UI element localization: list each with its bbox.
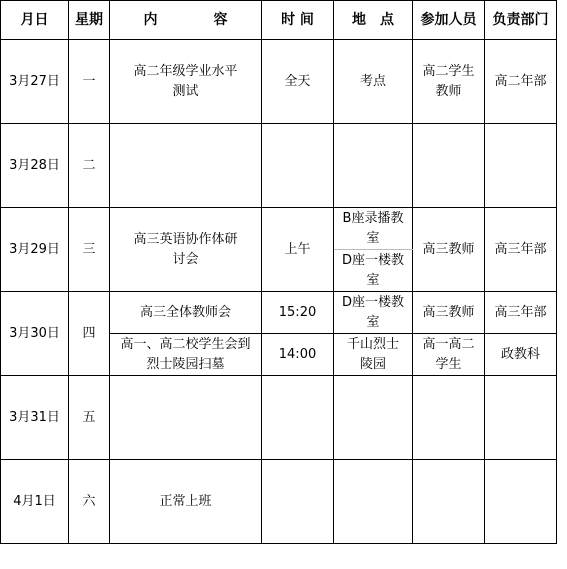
date-cell: 3月29日 — [1, 208, 69, 292]
header-place: 地 点 — [334, 1, 413, 40]
header-content: 内 容 — [110, 1, 262, 40]
time-cell — [262, 376, 334, 460]
place-cell — [334, 124, 413, 208]
date-cell: 3月28日 — [1, 124, 69, 208]
weekday-cell: 五 — [69, 376, 110, 460]
header-department: 负责部门 — [485, 1, 557, 40]
weekday-cell: 四 — [69, 292, 110, 376]
time-cell: 15:20 — [262, 292, 334, 334]
content-cell: 高三全体教师会 — [110, 292, 262, 334]
content-cell — [110, 124, 262, 208]
place-cell: 考点 — [334, 40, 413, 124]
weekday-cell: 一 — [69, 40, 110, 124]
participants-cell — [413, 124, 485, 208]
department-cell — [485, 460, 557, 544]
participants-cell: 高三教师 — [413, 208, 485, 292]
date-cell: 3月30日 — [1, 292, 69, 376]
content-cell — [110, 376, 262, 460]
content-cell: 高二年级学业水平测试 — [110, 40, 262, 124]
table-row — [1, 208, 557, 250]
time-cell: 14:00 — [262, 334, 334, 376]
date-cell: 3月27日 — [1, 40, 69, 124]
participants-cell — [413, 376, 485, 460]
content-cell: 正常上班 — [110, 460, 262, 544]
place-cell — [334, 460, 413, 544]
table-row — [1, 292, 557, 334]
date-cell: 3月31日 — [1, 376, 69, 460]
department-cell: 政教科 — [485, 334, 557, 376]
place-cell: B座录播教室 — [334, 208, 413, 250]
header-date: 月日 — [1, 1, 69, 40]
table-row — [1, 376, 557, 460]
place-cell — [334, 376, 413, 460]
place-cell: 千山烈士陵园 — [334, 334, 413, 376]
table-row — [1, 124, 557, 208]
table-row — [1, 40, 557, 124]
time-cell — [262, 460, 334, 544]
place-cell: D座一楼教室 — [334, 292, 413, 334]
department-cell: 高三年部 — [485, 208, 557, 292]
participants-cell: 高二学生教师 — [413, 40, 485, 124]
content-cell: 高一、高二校学生会到烈士陵园扫墓 — [110, 334, 262, 376]
weekday-cell: 三 — [69, 208, 110, 292]
place-cell: D座一楼教室 — [334, 250, 413, 292]
time-cell — [262, 124, 334, 208]
time-cell: 上午 — [262, 208, 334, 292]
header-time: 时 间 — [262, 1, 334, 40]
time-cell: 全天 — [262, 40, 334, 124]
participants-cell — [413, 460, 485, 544]
table-row — [1, 460, 557, 544]
department-cell: 高二年部 — [485, 40, 557, 124]
date-cell: 4月1日 — [1, 460, 69, 544]
department-cell: 高三年部 — [485, 292, 557, 334]
content-cell: 高三英语协作体研讨会 — [110, 208, 262, 292]
participants-cell: 高一高二学生 — [413, 334, 485, 376]
header-participants: 参加人员 — [413, 1, 485, 40]
department-cell — [485, 376, 557, 460]
header-weekday: 星期 — [69, 1, 110, 40]
participants-cell: 高三教师 — [413, 292, 485, 334]
weekday-cell: 六 — [69, 460, 110, 544]
header-row — [1, 1, 557, 40]
department-cell — [485, 124, 557, 208]
weekday-cell: 二 — [69, 124, 110, 208]
